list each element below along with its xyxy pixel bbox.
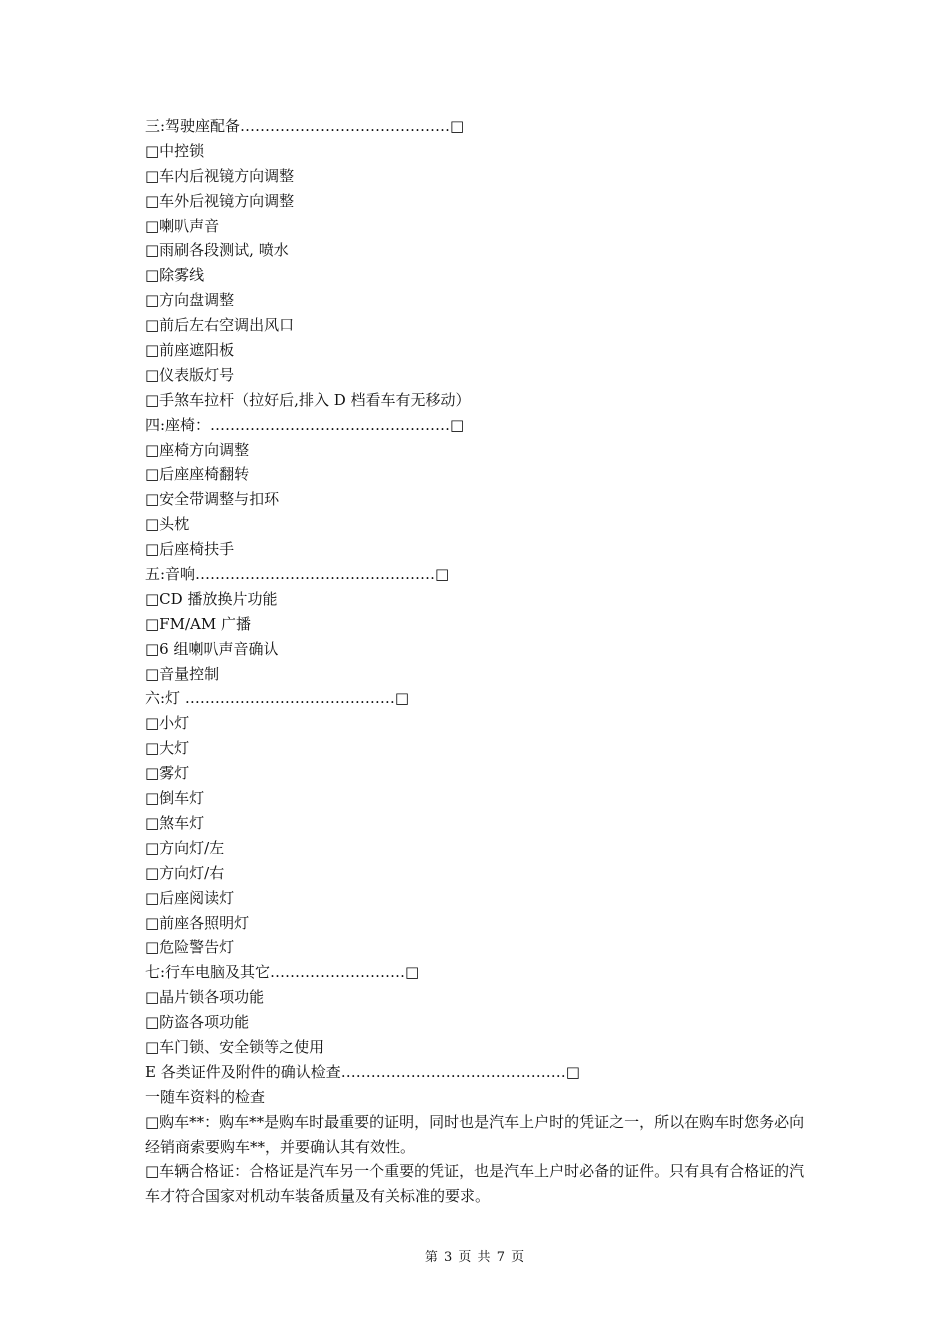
checklist-item: □车门锁、安全锁等之使用: [145, 1037, 325, 1056]
section-heading-documents: E 各类证件及附件的确认检查………………………………………□: [145, 1062, 580, 1081]
checklist-item: □雨刷各段测试, 喷水: [145, 241, 289, 260]
checklist-item: □小灯: [145, 714, 190, 733]
checklist-item: □雾灯: [145, 764, 190, 783]
checklist-item: □6 组喇叭声音确认: [145, 639, 279, 658]
document-body: [145, 114, 815, 1209]
page-footer: 第 3 页 共 7 页: [424, 1250, 526, 1265]
checklist-item: □车内后视镜方向调整: [145, 166, 295, 185]
checklist-item: □头枕: [145, 515, 190, 534]
checklist-item: □音量控制: [145, 664, 220, 683]
subsection-heading-vehicle-documents: 一随车资料的检查: [145, 1087, 266, 1106]
checklist-item: □仪表版灯号: [145, 365, 235, 384]
section-heading-lights: 六:灯 ……………………………………□: [145, 689, 409, 708]
checklist-item: □喇叭声音: [145, 216, 220, 235]
checklist-item: □后座阅读灯: [145, 888, 235, 907]
checklist-item: □后座椅扶手: [145, 540, 235, 559]
checklist-item: □中控锁: [145, 141, 205, 160]
checklist-item: □危险警告灯: [145, 938, 235, 957]
checklist-item: □前座遮阳板: [145, 341, 235, 360]
section-heading-audio: 五:音响…………………………………………□: [145, 565, 450, 584]
checklist-item: □车外后视镜方向调整: [145, 191, 295, 210]
checklist-item: □前后左右空调出风口: [145, 316, 295, 335]
checklist-item: □后座座椅翻转: [145, 465, 250, 484]
checklist-item: □FM/AM 广播: [145, 614, 251, 633]
checklist-item: □方向灯/右: [145, 863, 225, 882]
checklist-item: □CD 播放换片功能: [145, 589, 278, 608]
checklist-item: □座椅方向调整: [145, 440, 250, 459]
checklist-item: □大灯: [145, 739, 190, 758]
checklist-item: □防盗各项功能: [145, 1013, 250, 1032]
checklist-item: □前座各照明灯: [145, 913, 250, 932]
section-heading-driver-seat: 三:驾驶座配备……………………………………□: [145, 117, 465, 135]
checklist-item: □倒车灯: [145, 789, 205, 808]
section-heading-trip-computer: 七:行车电脑及其它………………………□: [145, 963, 420, 982]
paragraph-certificate: □车辆合格证：合格证是汽车另一个重要的凭证，也是汽车上户时必备的证件。只有具有合格证的汽车才符合国家对机动车装备质量及有关标准的要求。: [145, 1162, 805, 1206]
checklist-item: □煞车灯: [145, 813, 205, 832]
checklist-item: □安全带调整与扣环: [145, 490, 280, 509]
checklist-item: □手煞车拉杆（拉好后,排入 D 档看车有无移动）: [145, 390, 471, 409]
section-heading-seats: 四:座椅：…………………………………………□: [145, 415, 465, 434]
checklist-item: □晶片锁各项功能: [145, 988, 265, 1007]
checklist-item: □方向灯/左: [145, 838, 225, 857]
checklist-item: □方向盘调整: [145, 291, 235, 310]
checklist-item: □除雾线: [145, 266, 205, 285]
paragraph-purchase-invoice: □购车**：购车**是购车时最重要的证明，同时也是汽车上户时的凭证之一，所以在购车时您务必向经销商索要购车**，并要确认其有效性。: [145, 1112, 805, 1156]
